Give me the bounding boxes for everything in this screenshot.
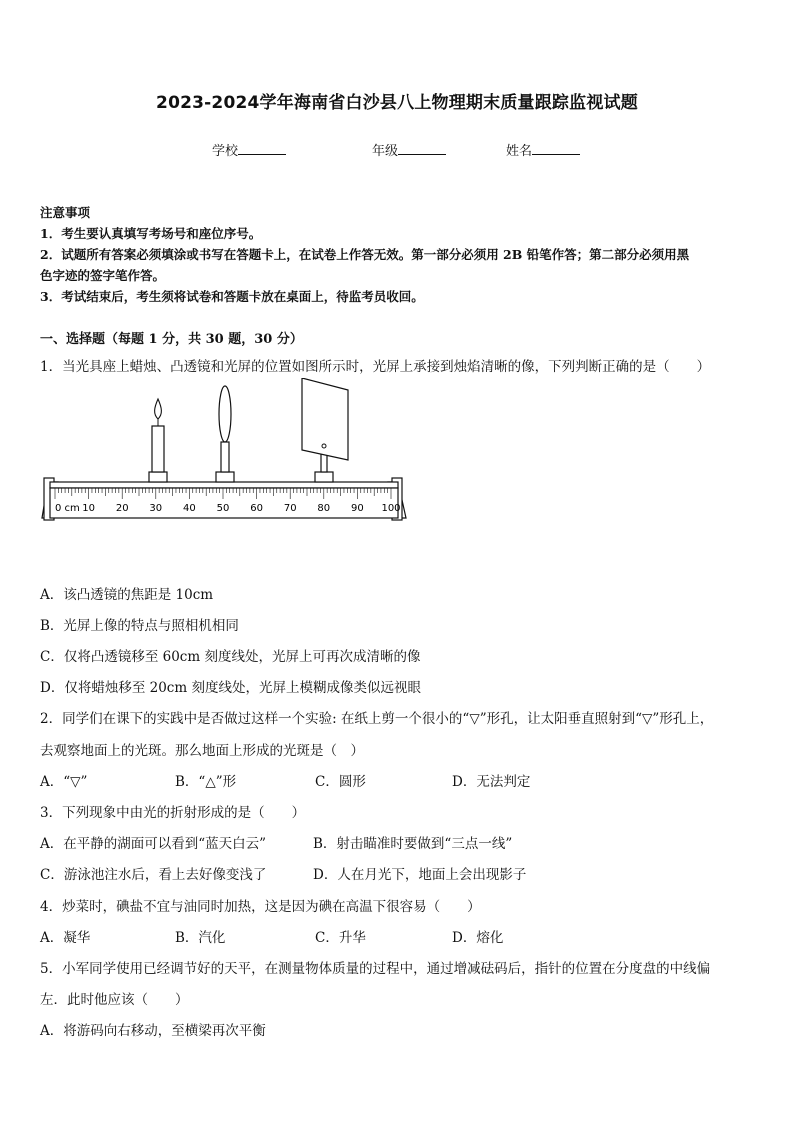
note-item: 2．试题所有答案必须填涂或书写在答题卡上，在试卷上作答无效。第一部分必须用 2B 铅笔作答；第二部分必须用黑 xyxy=(40,247,690,262)
ruler-tick-label: 80 xyxy=(317,503,331,514)
convex-lens-icon xyxy=(219,386,231,442)
q1-option-a: A．该凸透镜的焦距是 10cm xyxy=(40,587,214,603)
q3-option-d: D．人在月光下，地面上会出现影子 xyxy=(313,867,527,883)
ruler-tick-label: 30 xyxy=(149,503,163,514)
page-title: 2023-2024学年海南省白沙县八上物理期末质量跟踪监视试题 xyxy=(156,93,638,113)
q4-option-c: C．升华 xyxy=(315,930,366,946)
q1-option-d: D．仅将蜡烛移至 20cm 刻度线处，光屏上模糊成像类似远视眼 xyxy=(40,680,421,696)
screen-holder xyxy=(315,472,333,482)
school-label: 学校 xyxy=(212,144,239,159)
name-field xyxy=(506,140,580,159)
note-item: 3．考试结束后，考生须将试卷和答题卡放在桌面上，待监考员收回。 xyxy=(40,289,424,304)
screen-pin xyxy=(322,444,326,448)
q4-option-b: B．汽化 xyxy=(175,930,226,946)
question-2-stem-cont: 去观察地面上的光斑。那么地面上形成的光斑是（ ） xyxy=(40,743,364,759)
question-1-stem: 1．当光具座上蜡烛、凸透镜和光屏的位置如图所示时，光屏上承接到烛焰清晰的像，下列判断正确的是（ ） xyxy=(40,359,711,375)
question-5-stem: 5．小军同学使用已经调节好的天平，在测量物体质量的过程中，通过增减砝码后，指针的位置在分度盘的中线偏 xyxy=(40,961,711,977)
question-3-stem: 3．下列现象中由光的折射形成的是（ ） xyxy=(40,805,306,821)
q1-option-b: B．光屏上像的特点与照相机相同 xyxy=(40,618,239,634)
candle-holder xyxy=(149,472,167,482)
grade-blank xyxy=(398,142,446,155)
q4-option-a: A．凝华 xyxy=(40,930,91,946)
rail-top xyxy=(50,482,398,488)
section-heading: 一、选择题（每题 1 分，共 30 题，30 分） xyxy=(40,332,303,347)
note-item: 1．考生要认真填写考场号和座位序号。 xyxy=(40,226,262,241)
q2-option-c: C．圆形 xyxy=(315,774,366,790)
notes-heading: 注意事项 xyxy=(40,205,91,220)
optical-bench-figure xyxy=(36,378,416,538)
ruler-unit-label: 0 cm xyxy=(55,503,80,514)
lens-holder xyxy=(216,472,234,482)
question-2-stem: 2．同学们在课下的实践中是否做过这样一个实验: 在纸上剪一个很小的“▽”形孔，让太阳垂直照射到“▽”形孔上， xyxy=(40,711,714,727)
note-item: 色字迹的签字笔作答。 xyxy=(40,268,166,283)
ruler-tick-label: 40 xyxy=(183,503,196,514)
q2-option-b: B．“△”形 xyxy=(175,774,237,790)
ruler-tick-label: 10 xyxy=(82,503,95,514)
q1-option-c: C．仅将凸透镜移至 60cm 刻度线处，光屏上可再次成清晰的像 xyxy=(40,649,421,665)
lens-post xyxy=(221,442,229,472)
grade-label: 年级 xyxy=(372,144,399,159)
q3-option-a: A．在平静的湖面可以看到“蓝天白云” xyxy=(40,836,267,852)
flame-icon xyxy=(155,399,162,419)
name-label: 姓名 xyxy=(506,144,533,159)
q3-option-c: C．游泳池注水后，看上去好像变浅了 xyxy=(40,867,267,883)
q2-option-a: A．“▽” xyxy=(40,774,88,790)
ruler-tick-label: 50 xyxy=(216,503,230,514)
ruler-tick-label: 20 xyxy=(115,503,129,514)
ruler-tick-label: 100 xyxy=(381,503,401,514)
school-blank xyxy=(238,142,286,155)
q3-option-b: B．射击瞄准时要做到“三点一线” xyxy=(313,836,513,852)
grade-field xyxy=(372,140,446,159)
q4-option-d: D．熔化 xyxy=(452,930,504,946)
q2-option-d: D．无法判定 xyxy=(452,774,531,790)
candle-icon xyxy=(152,426,164,472)
ruler-tick-label: 70 xyxy=(283,503,297,514)
question-5-stem-cont: 左．此时他应该（ ） xyxy=(40,992,189,1008)
name-blank xyxy=(532,142,580,155)
ruler-tick-label: 90 xyxy=(351,503,364,514)
question-4-stem: 4．炒菜时，碘盐不宜与油同时加热，这是因为碘在高温下很容易（ ） xyxy=(40,899,481,915)
school-field xyxy=(212,140,286,159)
ruler-tick-label: 60 xyxy=(250,503,263,514)
q5-option-a: A．将游码向右移动，至横梁再次平衡 xyxy=(40,1023,266,1039)
